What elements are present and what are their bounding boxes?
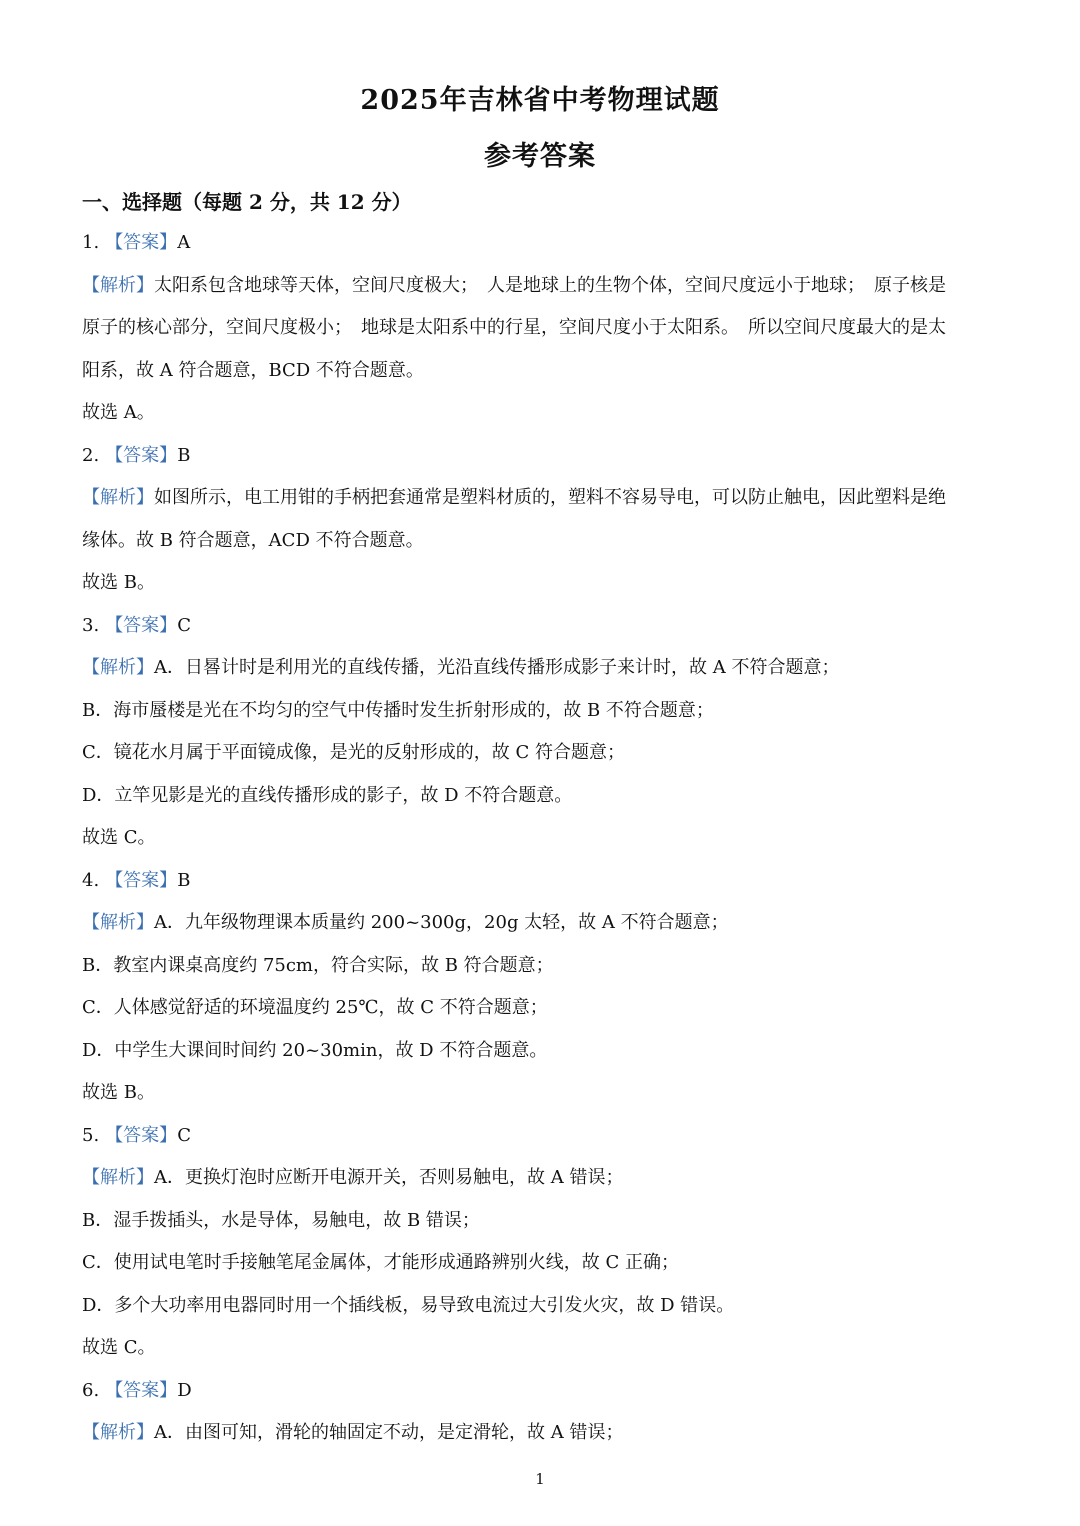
analysis-line bbox=[82, 265, 1002, 308]
answer-choice: D bbox=[177, 1379, 192, 1401]
answer-tag: 【答案】 bbox=[105, 869, 178, 891]
analysis-tag: 【解析】 bbox=[82, 1167, 154, 1188]
analysis-tag: 【解析】 bbox=[82, 274, 154, 296]
answer-line bbox=[82, 1115, 1002, 1158]
text-line: 阳系，故 A 符合题意，BCD 不符合题意。 bbox=[82, 359, 424, 381]
text-line: C．人体感觉舒适的环境温度约 25℃，故 C 不符合题意； bbox=[82, 997, 548, 1018]
text-line: C．镜花水月属于平面镜成像，是光的反射形成的，故 C 符合题意； bbox=[82, 742, 625, 763]
analysis-line bbox=[82, 1157, 1002, 1200]
answer-line bbox=[82, 435, 1002, 478]
answer-line bbox=[82, 222, 1002, 265]
question-number: 3. bbox=[82, 614, 100, 636]
answer-line bbox=[82, 605, 1002, 648]
analysis-tag: 【解析】 bbox=[82, 487, 154, 508]
document-subtitle: 参考答案 bbox=[484, 141, 596, 172]
answer-content bbox=[82, 222, 1002, 1455]
text-line: B．教室内课桌高度约 75cm，符合实际，故 B 符合题意； bbox=[82, 954, 554, 976]
page-number: 1 bbox=[535, 1470, 545, 1488]
answer-tag: 【答案】 bbox=[105, 232, 178, 253]
analysis-line bbox=[82, 477, 1002, 520]
document-title: 2025年吉林省中考物理试题 bbox=[360, 85, 720, 116]
text-line: B．湿手拨插头，水是导体，易触电，故 B 错误； bbox=[82, 1209, 480, 1231]
answer-choice: A bbox=[177, 232, 191, 253]
answer-tag: 【答案】 bbox=[105, 1124, 178, 1146]
text-line: 故选 A。 bbox=[82, 402, 155, 423]
text-line: B．海市蜃楼是光在不均匀的空气中传播时发生折射形成的，故 B 不符合题意； bbox=[82, 699, 714, 721]
analysis-tag: 【解析】 bbox=[82, 1422, 154, 1443]
text-line: 故选 C。 bbox=[82, 827, 156, 848]
analysis-tag: 【解析】 bbox=[82, 912, 154, 933]
text-line: D．立竿见影是光的直线传播形成的影子，故 D 不符合题意。 bbox=[82, 784, 573, 806]
question-number: 2. bbox=[82, 444, 100, 466]
answer-choice: B bbox=[177, 869, 191, 891]
answer-tag: 【答案】 bbox=[105, 444, 178, 466]
text-line: 缘体。故 B 符合题意，ACD 不符合题意。 bbox=[82, 529, 424, 551]
answer-choice: C bbox=[177, 1124, 191, 1146]
analysis-text: A．九年级物理课本质量约 200~300g，20g 太轻，故 A 不符合题意； bbox=[154, 912, 729, 933]
analysis-line bbox=[82, 902, 1002, 945]
text-line: D．多个大功率用电器同时用一个插线板，易导致电流过大引发火灾，故 D 错误。 bbox=[82, 1294, 735, 1316]
text-line: 原子的核心部分，空间尺度极小； 地球是太阳系中的行星，空间尺度小于太阳系。 所以空间尺度最大的是太 bbox=[82, 317, 946, 338]
analysis-text: 太阳系包含地球等天体，空间尺度极大； 人是地球上的生物个体，空间尺度远小于地球； 原子核是 bbox=[154, 274, 946, 296]
question-number: 4. bbox=[82, 869, 100, 891]
answer-choice: B bbox=[177, 444, 191, 466]
text-line: 故选 B。 bbox=[82, 572, 155, 593]
text-line: 故选 C。 bbox=[82, 1337, 156, 1358]
question-number: 5. bbox=[82, 1124, 100, 1146]
question-number: 1. bbox=[82, 232, 100, 253]
analysis-line bbox=[82, 1412, 1002, 1455]
analysis-tag: 【解析】 bbox=[82, 657, 154, 678]
analysis-text: 如图所示，电工用钳的手柄把套通常是塑料材质的，塑料不容易导电，可以防止触电，因此塑料是绝 bbox=[154, 487, 946, 508]
answer-choice: C bbox=[177, 614, 191, 636]
text-line: C．使用试电笔时手接触笔尾金属体，才能形成通路辨别火线，故 C 正确； bbox=[82, 1252, 679, 1273]
section-heading: 一、选择题（每题 2 分，共 12 分） bbox=[82, 190, 412, 214]
analysis-text: A．由图可知，滑轮的轴固定不动，是定滑轮，故 A 错误； bbox=[154, 1422, 624, 1443]
answer-line bbox=[82, 860, 1002, 903]
analysis-line bbox=[82, 647, 1002, 690]
answer-line bbox=[82, 1370, 1002, 1413]
question-number: 6. bbox=[82, 1379, 100, 1401]
analysis-text: A．更换灯泡时应断开电源开关，否则易触电，故 A 错误； bbox=[154, 1167, 624, 1188]
answer-tag: 【答案】 bbox=[105, 614, 178, 636]
text-line: 故选 B。 bbox=[82, 1082, 155, 1103]
answer-tag: 【答案】 bbox=[105, 1379, 178, 1401]
text-line: D．中学生大课间时间约 20~30min，故 D 不符合题意。 bbox=[82, 1039, 548, 1061]
analysis-text: A．日晷计时是利用光的直线传播，光沿直线传播形成影子来计时，故 A 不符合题意； bbox=[154, 657, 840, 678]
